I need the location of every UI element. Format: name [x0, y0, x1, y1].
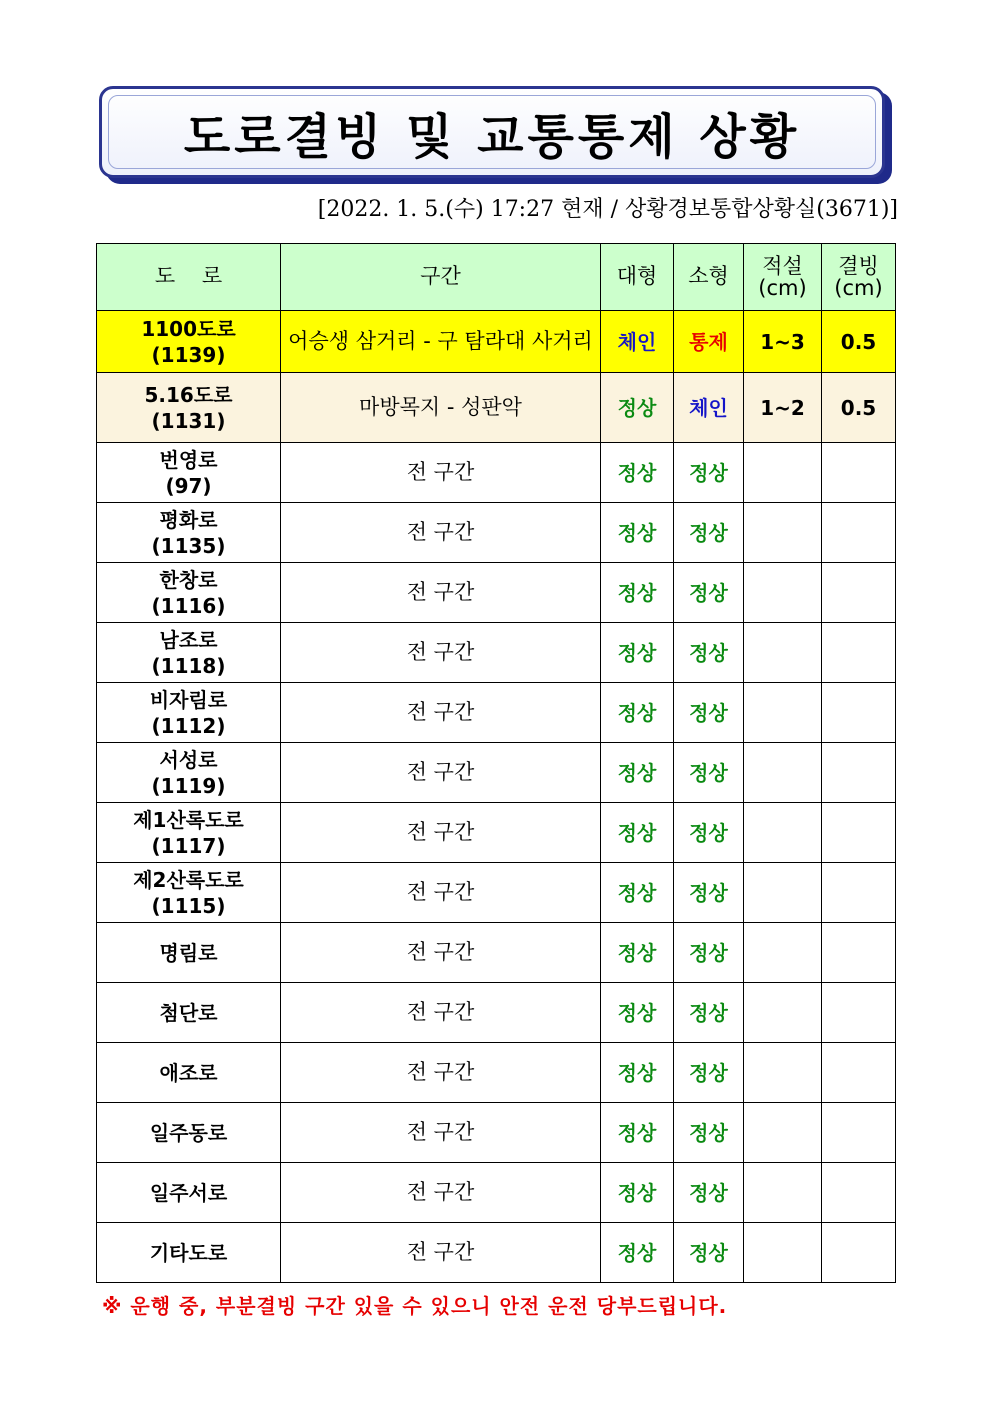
road-name: 기타도로: [149, 1240, 228, 1265]
snow-depth-cell: [744, 503, 822, 563]
section-cell: 전 구간: [281, 1043, 601, 1103]
header-snow-unit: (cm): [758, 276, 807, 300]
ice-depth-cell: [822, 563, 896, 623]
snow-depth-cell: [744, 743, 822, 803]
table-row: [97, 623, 896, 683]
road-cell: [97, 623, 281, 683]
section-cell: 전 구간: [281, 923, 601, 983]
road-name: 서성로: [159, 747, 218, 772]
snow-depth-cell: [744, 1043, 822, 1103]
section-cell: 전 구간: [281, 503, 601, 563]
ice-depth-cell: [822, 803, 896, 863]
large-vehicle-status: 정상: [601, 863, 674, 923]
table-row: [97, 373, 896, 443]
header-large: 대형: [601, 244, 674, 311]
road-name: 비자림로: [149, 687, 228, 712]
snow-depth-cell: [744, 623, 822, 683]
section-cell: 전 구간: [281, 863, 601, 923]
road-name: 평화로: [159, 507, 218, 532]
snow-depth-cell: [744, 923, 822, 983]
header-small: 소형: [674, 244, 744, 311]
large-vehicle-status: 정상: [601, 923, 674, 983]
road-code: (1119): [151, 773, 226, 798]
section-cell: 전 구간: [281, 623, 601, 683]
small-vehicle-status: 정상: [674, 983, 744, 1043]
section-cell: 어승생 삼거리 - 구 탐라대 사거리: [281, 311, 601, 373]
snow-depth-cell: 1~2: [744, 373, 822, 443]
section-cell: 전 구간: [281, 803, 601, 863]
road-cell: [97, 1223, 281, 1283]
road-code: (1135): [151, 533, 226, 558]
snow-depth-cell: [744, 1223, 822, 1283]
section-cell: 전 구간: [281, 1163, 601, 1223]
title-banner: [99, 86, 885, 178]
table-row: [97, 983, 896, 1043]
section-cell: 전 구간: [281, 443, 601, 503]
road-cell: [97, 743, 281, 803]
section-cell: 전 구간: [281, 983, 601, 1043]
table-row: [97, 803, 896, 863]
ice-depth-cell: 0.5: [822, 373, 896, 443]
snow-depth-cell: [744, 443, 822, 503]
large-vehicle-status: 정상: [601, 803, 674, 863]
large-vehicle-status: 체인: [601, 311, 674, 373]
small-vehicle-status: 정상: [674, 1163, 744, 1223]
table-row: [97, 563, 896, 623]
header-ice-label: 결빙: [838, 253, 879, 278]
table-row: [97, 1163, 896, 1223]
header-road: 도 로: [97, 244, 281, 311]
road-code: (1112): [151, 713, 226, 738]
table-row: [97, 743, 896, 803]
ice-depth-cell: [822, 863, 896, 923]
snow-depth-cell: [744, 1103, 822, 1163]
road-code: (1131): [151, 408, 226, 433]
snow-depth-cell: [744, 803, 822, 863]
table-row: [97, 683, 896, 743]
small-vehicle-status: 정상: [674, 683, 744, 743]
small-vehicle-status: 정상: [674, 623, 744, 683]
ice-depth-cell: [822, 983, 896, 1043]
ice-depth-cell: [822, 1103, 896, 1163]
section-cell: 전 구간: [281, 563, 601, 623]
header-ice: [822, 244, 896, 311]
ice-depth-cell: [822, 1043, 896, 1103]
snow-depth-cell: [744, 1163, 822, 1223]
large-vehicle-status: 정상: [601, 683, 674, 743]
ice-depth-cell: [822, 743, 896, 803]
ice-depth-cell: [822, 623, 896, 683]
ice-depth-cell: [822, 1163, 896, 1223]
table-row: [97, 923, 896, 983]
table-row: [97, 1103, 896, 1163]
table-row: [97, 443, 896, 503]
road-cell: [97, 803, 281, 863]
small-vehicle-status: 정상: [674, 923, 744, 983]
section-cell: 전 구간: [281, 683, 601, 743]
road-cell: [97, 1163, 281, 1223]
large-vehicle-status: 정상: [601, 1223, 674, 1283]
road-cell: [97, 923, 281, 983]
table-row: [97, 311, 896, 373]
road-status-table: [96, 243, 896, 1283]
header-snow: [744, 244, 822, 311]
header-section: 구간: [281, 244, 601, 311]
large-vehicle-status: 정상: [601, 503, 674, 563]
road-code: (1139): [151, 342, 226, 367]
snow-depth-cell: [744, 983, 822, 1043]
ice-depth-cell: [822, 1223, 896, 1283]
section-cell: 전 구간: [281, 1223, 601, 1283]
road-cell: [97, 563, 281, 623]
table-header-row: [97, 244, 896, 311]
section-cell: 전 구간: [281, 743, 601, 803]
road-cell: [97, 683, 281, 743]
road-code: (1116): [151, 593, 226, 618]
table-row: [97, 1223, 896, 1283]
road-cell: [97, 503, 281, 563]
snow-depth-cell: [744, 683, 822, 743]
small-vehicle-status: 정상: [674, 503, 744, 563]
snow-depth-cell: [744, 863, 822, 923]
safety-notice: ※ 운행 중, 부분결빙 구간 있을 수 있으니 안전 운전 당부드립니다.: [102, 1294, 728, 1318]
ice-depth-cell: [822, 503, 896, 563]
road-cell: [97, 443, 281, 503]
road-name: 제1산록도로: [133, 807, 244, 832]
large-vehicle-status: 정상: [601, 743, 674, 803]
large-vehicle-status: 정상: [601, 563, 674, 623]
road-cell: [97, 1103, 281, 1163]
timestamp-line: [2022. 1. 5.(수) 17:27 현재 / 상황경보통합상황실(3671)]: [317, 197, 898, 222]
road-name: 남조로: [159, 627, 218, 652]
ice-depth-cell: [822, 923, 896, 983]
ice-depth-cell: [822, 683, 896, 743]
large-vehicle-status: 정상: [601, 1163, 674, 1223]
road-name: 애조로: [159, 1060, 218, 1085]
road-name: 제2산록도로: [133, 867, 244, 892]
large-vehicle-status: 정상: [601, 443, 674, 503]
small-vehicle-status: 정상: [674, 1043, 744, 1103]
section-cell: 전 구간: [281, 1103, 601, 1163]
road-cell: [97, 1043, 281, 1103]
small-vehicle-status: 정상: [674, 1223, 744, 1283]
table-row: [97, 503, 896, 563]
small-vehicle-status: 정상: [674, 743, 744, 803]
section-cell: 마방목지 - 성판악: [281, 373, 601, 443]
road-name: 1100도로: [141, 316, 236, 341]
snow-depth-cell: 1~3: [744, 311, 822, 373]
small-vehicle-status: 정상: [674, 443, 744, 503]
ice-depth-cell: [822, 443, 896, 503]
road-cell: [97, 373, 281, 443]
road-code: (1117): [151, 833, 226, 858]
road-code: (97): [165, 473, 212, 498]
large-vehicle-status: 정상: [601, 623, 674, 683]
road-cell: [97, 311, 281, 373]
ice-depth-cell: 0.5: [822, 311, 896, 373]
road-name: 번영로: [159, 447, 218, 472]
road-cell: [97, 863, 281, 923]
road-cell: [97, 983, 281, 1043]
road-name: 일주동로: [149, 1120, 228, 1145]
large-vehicle-status: 정상: [601, 983, 674, 1043]
table-row: [97, 863, 896, 923]
road-name: 5.16도로: [144, 382, 233, 407]
road-code: (1115): [151, 893, 226, 918]
snow-depth-cell: [744, 563, 822, 623]
road-code: (1118): [151, 653, 226, 678]
road-name: 일주서로: [149, 1180, 228, 1205]
small-vehicle-status: 통제: [674, 311, 744, 373]
small-vehicle-status: 정상: [674, 863, 744, 923]
header-ice-unit: (cm): [834, 276, 883, 300]
large-vehicle-status: 정상: [601, 1103, 674, 1163]
road-name: 명림로: [159, 940, 218, 965]
small-vehicle-status: 정상: [674, 1103, 744, 1163]
large-vehicle-status: 정상: [601, 373, 674, 443]
page-title: 도로결빙 및 교통통제 상황: [183, 108, 801, 165]
road-name: 첨단로: [159, 1000, 218, 1025]
small-vehicle-status: 체인: [674, 373, 744, 443]
small-vehicle-status: 정상: [674, 803, 744, 863]
small-vehicle-status: 정상: [674, 563, 744, 623]
road-name: 한창로: [159, 567, 218, 592]
large-vehicle-status: 정상: [601, 1043, 674, 1103]
header-snow-label: 적설: [762, 253, 803, 278]
table-row: [97, 1043, 896, 1103]
